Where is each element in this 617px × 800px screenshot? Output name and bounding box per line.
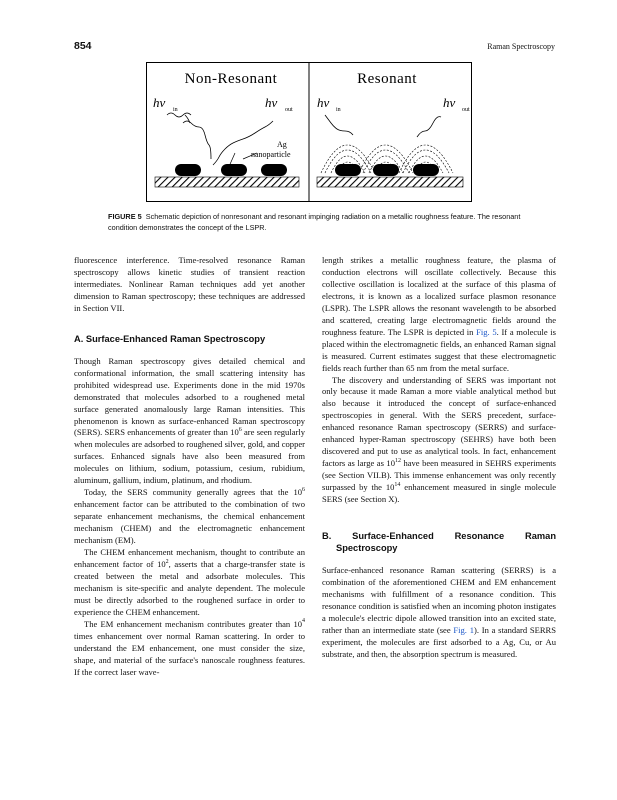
left-hv-in: hν [153,95,166,110]
right-paragraph-3: Surface-enhanced resonance Raman scattering (SERRS) is a combination of the aforementioned CHEM and EM enhancement mechanisms with fulfillment of a resonance condition. This resonance condition is satisfied when an incoming photon instigates a molecule's electric dipole allowed transition into an excited state, rather than an intermediate state (see Fig. 1). In a standard SERRS experiment, the molecules are first adsorbed to a Ag, Cu, or Au substrate, and then, the absorption spectrum is measured. [322,565,556,659]
left-particle-1 [175,164,201,176]
left-particle-2 [221,164,247,176]
right-particle-2 [373,164,399,176]
right-paragraph-2: The discovery and understanding of SERS was important not only because it made Raman a more viable analytical method but also because it introduced the concept of surface-enhanced spectroscopies in general. With the SERS precedent, surface-enhanced resonance Raman spectroscopy (SERRS) and surface-enhanced hyper-Raman spectroscopy (SEHRS) have both been discovered and put to use as analytical tools. In fact, enhancement factors as large as $10^{12}$ have been measured in SEHRS experiments (see Section VII.B). This immense enhancement was only recently surpassed by the $10^{14}$ enhancement measured in single molecule SERS (see Section X). [322,374,557,505]
left-panel-title: Non-Resonant [184,71,278,87]
right-substrate [317,177,463,187]
left-paragraph-5: The EM enhancement mechanism contributes greater than $10^4$ times enhancement over normal Raman scattering. In order to understand the EM enhancement, one must consider the size, shape, and material of the surface's nanoscale roughness features. If the correct laser wave- [74,618,305,677]
figure-5-illustration [147,63,471,201]
left-column [74,255,305,679]
left-substrate [155,177,299,187]
left-hv-out-sub: out [285,107,293,113]
right-hv-out-sub: out [462,107,470,113]
section-heading-a: A. Surface-Enhanced Raman Spectroscopy [74,333,266,344]
section-heading-b: B. Surface-Enhanced Resonance Raman Spectroscopy [322,531,556,554]
right-hv-in: hν [317,95,330,110]
right-column [322,255,556,661]
figure-caption [108,212,528,233]
figure-5 [146,62,472,202]
right-hv-out: hν [443,95,456,110]
left-hv-in-sub: in [173,107,178,113]
left-paragraph-4: The CHEM enhancement mechanism, thought to contribute an enhancement factor of $10^2$, asserts that a charge-transfer state is created between the metal and adsorbate molecules. This mechanism is site-specific and analyte dependent. The molecule must be directly adsorbed to the roughened surface in order to experience the CHEM enhancement. [74,547,306,617]
right-outgoing-photon [417,117,441,137]
running-title: Raman Spectroscopy [487,42,555,51]
left-paragraph-3: Today, the SERS community generally agrees that the $10^6$ enhancement factor can be attributed to the combination of two separate enhancement mechanisms, the chemical enhancement mechanism (CHEM) and the electromagnetic enhancement mechanism (EM). [74,486,305,546]
caption-text: Schematic depiction of nonresonant and resonant impinging radiation on a metallic roughness feature. The resonant condition demonstrates the concept of the LSPR. [108,212,521,232]
fig-5-link[interactable]: Fig. 5 [476,326,497,337]
right-panel-title: Resonant [357,71,417,87]
right-incoming-photon [325,115,353,135]
fig-1-link[interactable]: Fig. 1 [453,624,474,635]
right-particle-3 [413,164,439,176]
right-paragraph-1: length strikes a metallic roughness feature, the plasma of conduction electrons will oscillate collectively. Because this collective oscillation is localized at the surface of this plasma of electrons, it is known as a localized surface plasmon resonance (LSPR). The LSPR allows the resonant wavelength to be absorbed and scattered, creating large electromagnetic fields around the roughness feature. The LSPR is depicted in Fig. 5. If a molecule is placed within the electromagnetic fields, an enhanced Raman signal is measured. Current estimates suggest that these electromagnetic fields reach further than 65 nm from the metal surface. [322,255,557,373]
ag-label: Ag [277,140,287,149]
left-hv-out: hν [265,95,278,110]
right-particle-1 [335,164,361,176]
left-paragraph-1: fluorescence interference. Time-resolved resonance Raman spectroscopy allows kinetic studies of transient reaction intermediates. Nonlinear Raman techniques add yet another dimension to Raman spectroscopy; these techniques are addressed in Section VII. [74,255,305,313]
left-paragraph-2: Though Raman spectroscopy gives detailed chemical and conformational information, the small scattering intensity has prohibited widespread use. Experiments done in the mid 1970s demonstrated that molecules adsorbed to a roughened metal surface generated anomalously large Raman intensities. This phenomenon is known as surface-enhanced Raman spectroscopy (SERS). SERS enhancements of greater than $10^6$ are seen regularly when molecules are adsorbed to roughened silver, gold, and copper surfaces. Enhanced signals have also been measured from molecules on lithium, sodium, potassium, cesium, rubidium, aluminum, gallium, indium, platinum, and rhodium. [74,355,305,486]
page-number: 854 [74,40,92,52]
left-particle-3 [261,164,287,176]
nanoparticle-label: nanoparticle [251,150,291,159]
right-hv-in-sub: in [336,107,341,113]
caption-label: FIGURE 5 [108,212,142,221]
